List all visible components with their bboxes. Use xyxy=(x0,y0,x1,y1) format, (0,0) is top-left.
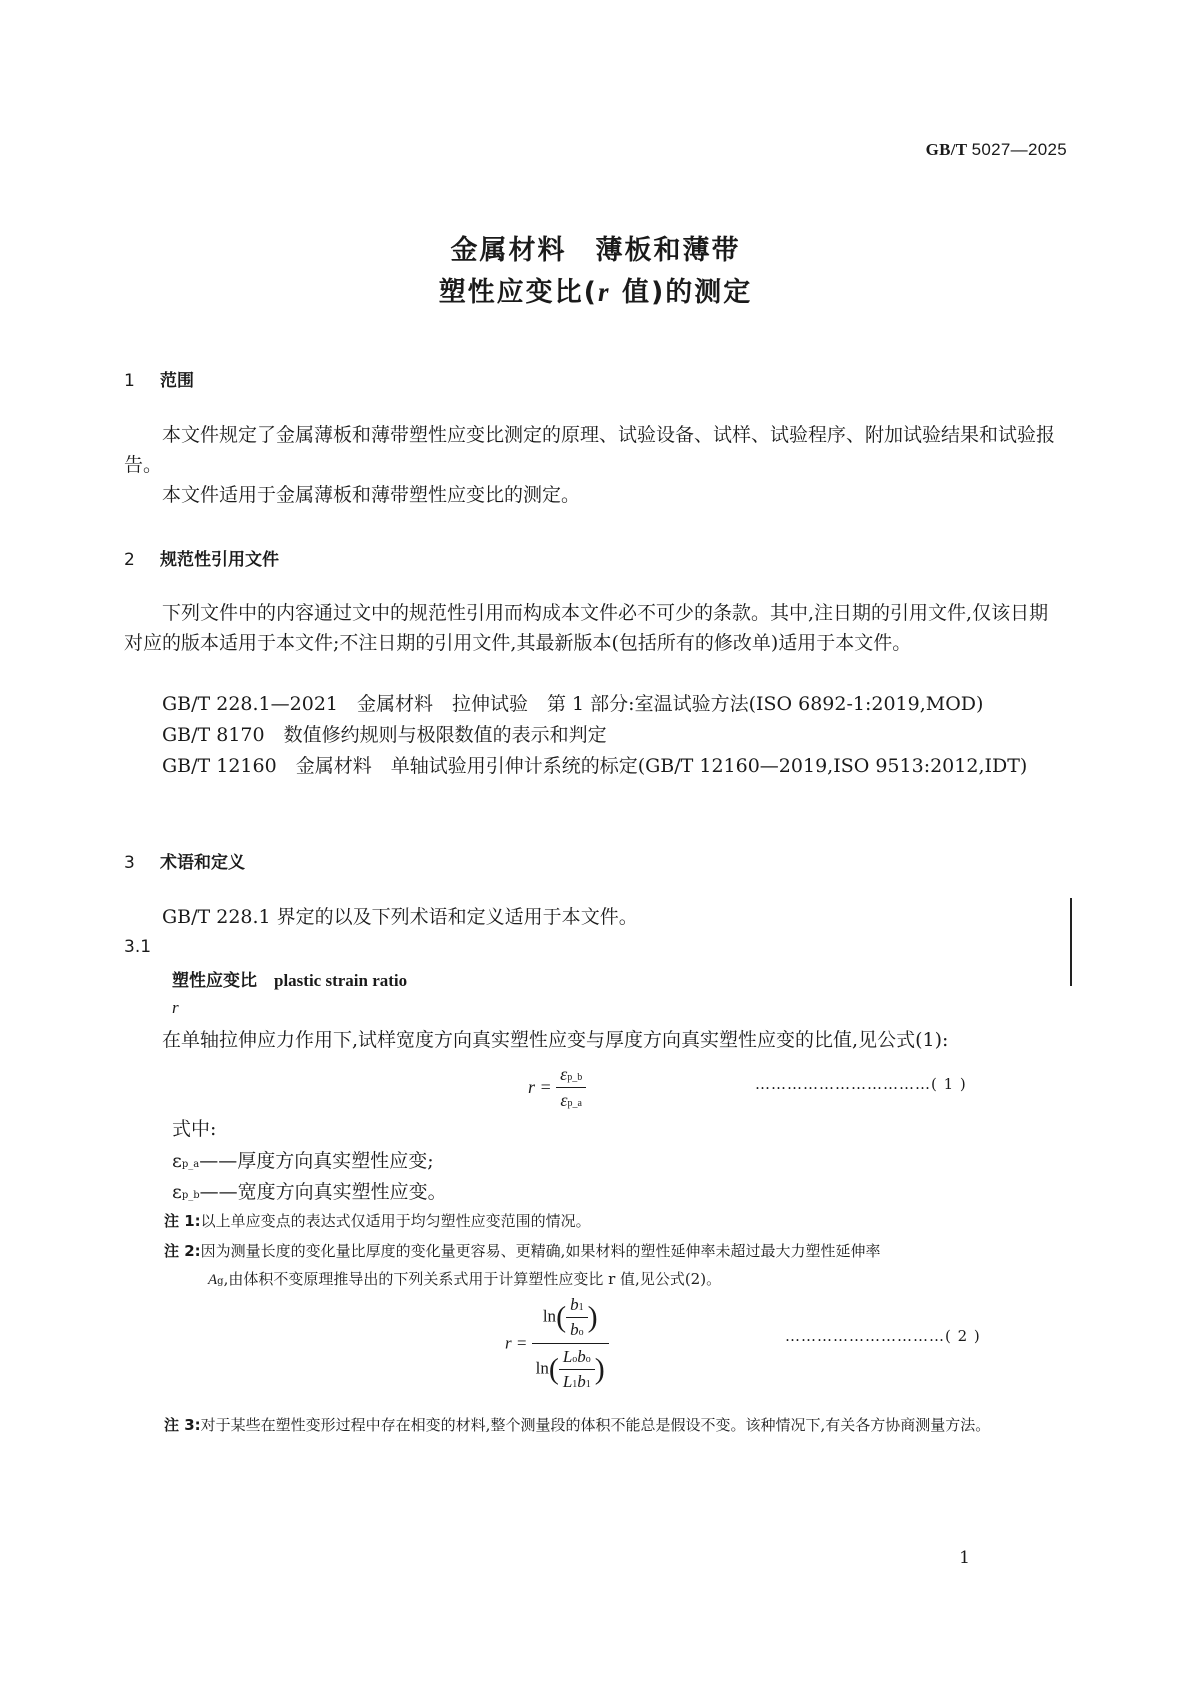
equation-2: r = ln( $\frac{b1}{bo}$ ) ln( $\frac{\text{Lobo}}{L1b1}$ ) xyxy=(505,1295,609,1392)
document-code xyxy=(926,140,1067,160)
section-2-heading: 2 规范性引用文件 xyxy=(124,550,279,570)
note-2: 注 2:因为测量长度的变化量比厚度的变化量更容易、更精确,如果材料的塑性延伸率未超过最大力塑性延伸率 xyxy=(164,1242,881,1260)
title-line-1: 金属材料 薄板和薄带 xyxy=(450,235,741,266)
where-label: 式中: xyxy=(172,1118,217,1140)
section-3-heading: 3 术语和定义 xyxy=(124,853,245,873)
equation-1-fraction: $\frac{\varepsilon p\_b}{\varepsilon p\_a}$ xyxy=(556,1064,586,1111)
equation-2-leader: …………………………( 2 ) xyxy=(785,1327,981,1345)
section-1-para-1: 本文件规定了金属薄板和薄带塑性应变比测定的原理、试验设备、试样、试验程序、附加试验结果和试验报告。 xyxy=(124,424,1056,476)
section-1-heading: 1 范围 xyxy=(124,371,194,391)
term-name: 塑性应变比 plastic strain ratio xyxy=(172,971,408,991)
equation-1-leader: ……………………………( 1 ) xyxy=(755,1075,967,1093)
note-3: 注 3:对于某些在塑性变形过程中存在相变的材料,整个测量段的体积不能总是假设不变。该种情况下,有关各方协商测量方法。 xyxy=(164,1416,991,1434)
page-number: 1 xyxy=(959,1548,970,1568)
note-1: 注 1:以上单应变点的表达式仅适用于均匀塑性应变范围的情况。 xyxy=(164,1212,591,1230)
term-number: 3.1 xyxy=(124,937,152,957)
change-bar xyxy=(1070,898,1072,986)
note-2-cont: Ag,由体积不变原理推导出的下列关系式用于计算塑性应变比 r 值,见公式(2)。 xyxy=(208,1270,722,1288)
section-1-para-2: 本文件适用于金属薄板和薄带塑性应变比的测定。 xyxy=(162,484,581,506)
term-definition: 在单轴拉伸应力作用下,试样宽度方向真实塑性应变与厚度方向真实塑性应变的比值,见公式(1): xyxy=(162,1029,949,1051)
section-3-intro: GB/T 228.1 界定的以及下列术语和定义适用于本文件。 xyxy=(162,906,638,928)
title-line-2: 塑性应变比(r 值)的测定 xyxy=(438,277,753,308)
equation-2-fraction: ln( $\frac{b1}{bo}$ ) ln( $\frac{\text{Lobo}}{L1b1}$ ) xyxy=(532,1295,609,1392)
doc-code-prefix: GB/T xyxy=(925,140,968,159)
reference-1: GB/T 228.1—2021 金属材料 拉伸试验 第 1 部分:室温试验方法(ISO 6892-1:2019,MOD) xyxy=(162,693,984,715)
equation-1: r = $\frac{\varepsilon p\_b}{\varepsilon p\_a}$ xyxy=(528,1064,586,1111)
reference-3: GB/T 12160 金属材料 单轴试验用引伸计系统的标定(GB/T 12160—2019,ISO 9513:2012,IDT) xyxy=(162,755,1028,777)
term-symbol: r xyxy=(172,998,179,1017)
doc-code-number: 5027—2025 xyxy=(971,140,1067,159)
where-item-1: εp_a——厚度方向真实塑性应变; xyxy=(172,1150,434,1172)
section-2-para-1: 下列文件中的内容通过文中的规范性引用而构成本文件必不可少的条款。其中,注日期的引用文件,仅该日期对应的版本适用于本文件;不注日期的引用文件,其最新版本(包括所有的修改单)适用于本文件。 xyxy=(124,602,1049,654)
reference-2: GB/T 8170 数值修约规则与极限数值的表示和判定 xyxy=(162,724,607,746)
where-item-2: εp_b——宽度方向真实塑性应变。 xyxy=(172,1181,447,1203)
